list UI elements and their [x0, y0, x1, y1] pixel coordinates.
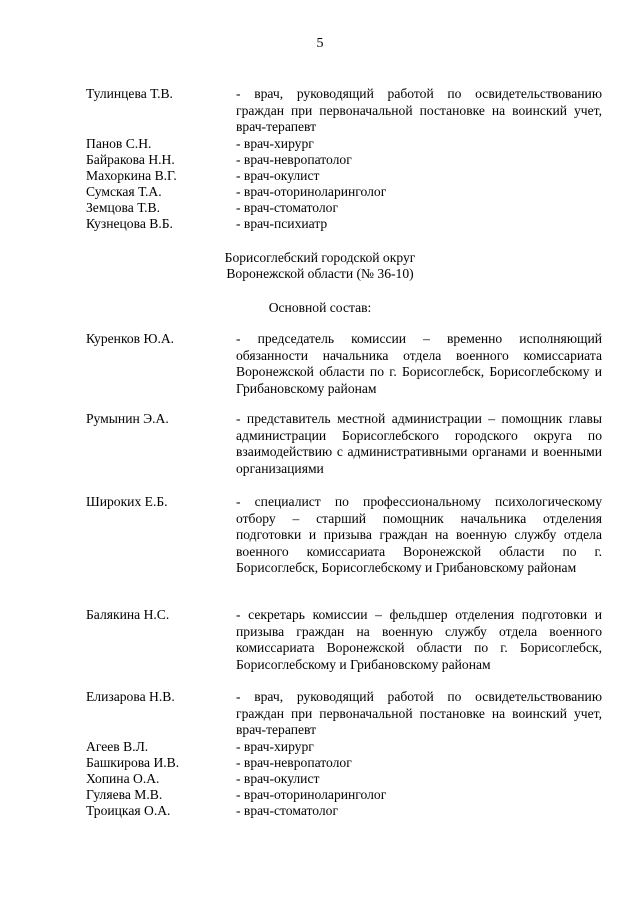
member-name: Елизарова Н.В.	[86, 689, 175, 704]
member-role: - врач, руководящий работой по освидетельствованию граждан при первоначальной постановке на воинский учет, врач-терапевт	[236, 689, 602, 738]
member-role: - врач-хирург	[236, 136, 314, 151]
member-role: - врач-оториноларинголог	[236, 184, 387, 199]
member-name: Панов С.Н.	[86, 136, 152, 151]
page-number: 5	[316, 36, 324, 51]
member-role: - врач-психиатр	[236, 216, 328, 231]
member-role: - врач-невропатолог	[236, 152, 352, 167]
member-role: - представитель местной администрации – помощник главы администрации Борисоглебского городского округа по взаимодействию с административными органами и военными организациями	[236, 411, 602, 476]
section-title-line2: Воронежской области (№ 36-10)	[226, 266, 414, 281]
member-name: Балякина Н.С.	[86, 607, 170, 622]
member-name: Широких Е.Б.	[86, 494, 168, 509]
section-title: Борисоглебский городской округ	[224, 250, 416, 265]
member-role: - врач-окулист	[236, 168, 320, 183]
member-name: Кузнецова В.Б.	[86, 216, 173, 231]
member-name: Куренков Ю.А.	[86, 331, 175, 346]
member-name: Тулинцева Т.В.	[86, 86, 173, 101]
member-role: - секретарь комиссии – фельдшер отделения подготовки и призыва граждан на военную службу отдела военного комиссариата Воронежской области по г. Борисоглебск, Борисоглебскому и Грибановскому районам	[236, 607, 602, 672]
member-role: - специалист по профессиональному психологическому отбору – старший помощник начальника отделения подготовки и призыва граждан на военную службу отдела военного комиссариата Воронежской области по г. Борисоглебск, Борисоглебскому и Грибановскому районам	[236, 494, 602, 576]
member-role: - врач-стоматолог	[236, 803, 339, 818]
member-role: - врач-хирург	[236, 739, 314, 754]
member-role: - врач-окулист	[236, 771, 320, 786]
member-role: - председатель комиссии – временно исполняющий обязанности начальника отдела военного комиссариата Воронежской области по г. Борисоглебск, Борисоглебскому и Грибановскому районам	[236, 331, 602, 396]
member-role: - врач-оториноларинголог	[236, 787, 387, 802]
member-role: - врач-невропатолог	[236, 755, 352, 770]
member-name: Агеев В.Л.	[86, 739, 149, 754]
member-name: Сумская Т.А.	[86, 184, 162, 199]
member-name: Хопина О.А.	[86, 771, 160, 786]
member-name: Махоркина В.Г.	[86, 168, 177, 183]
section-subtitle: Основной состав:	[268, 300, 372, 315]
member-name: Байракова Н.Н.	[86, 152, 175, 167]
member-name: Гуляева М.В.	[86, 787, 163, 802]
member-name: Троицкая О.А.	[86, 803, 171, 818]
member-name: Земцова Т.В.	[86, 200, 160, 215]
member-role: - врач-стоматолог	[236, 200, 339, 215]
member-name: Румынин Э.А.	[86, 411, 169, 426]
member-role: - врач, руководящий работой по освидетельствованию граждан при первоначальной постановке на воинский учет, врач-терапевт	[236, 86, 602, 135]
member-name: Башкирова И.В.	[86, 755, 180, 770]
